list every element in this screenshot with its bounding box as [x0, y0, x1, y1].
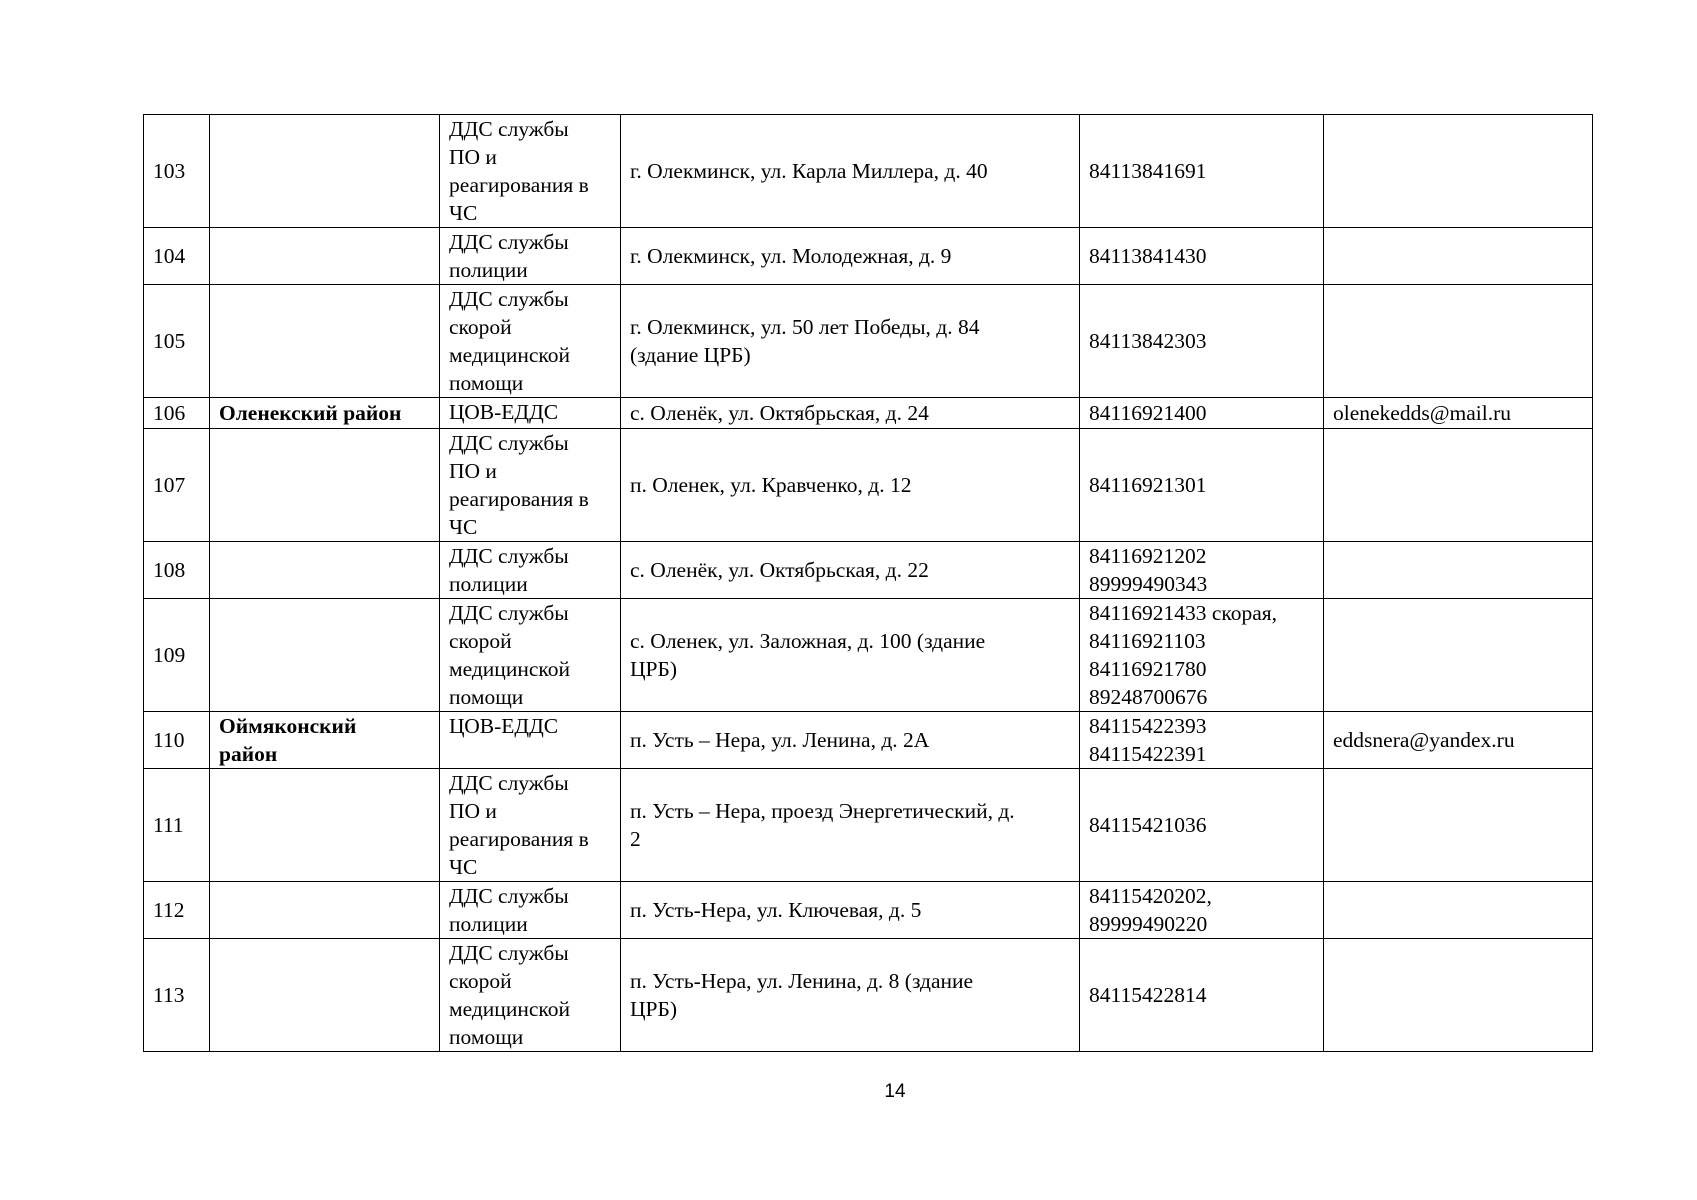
service-cell: ДДС службы ПО и реагирования в ЧС — [440, 115, 621, 228]
table-row — [144, 285, 1593, 398]
row-number-cell: 108 — [144, 542, 210, 599]
service-cell: ДДС службы скорой медицинской помощи — [440, 939, 621, 1052]
phone-cell: 84116921301 — [1080, 429, 1324, 542]
emergency-services-table — [143, 114, 1593, 1052]
address-cell: с. Оленек, ул. Заложная, д. 100 (здание ЦРБ) — [621, 599, 1080, 712]
row-number-cell: 112 — [144, 882, 210, 939]
row-number-cell: 109 — [144, 599, 210, 712]
district-cell — [210, 939, 440, 1052]
row-number-cell: 111 — [144, 769, 210, 882]
page-number: 14 — [884, 1081, 906, 1102]
row-number-cell: 104 — [144, 228, 210, 285]
table-row — [144, 398, 1593, 429]
phone-cell: 84113841430 — [1080, 228, 1324, 285]
address-cell: п. Усть-Нера, ул. Ленина, д. 8 (здание ЦРБ) — [621, 939, 1080, 1052]
phone-cell: 84115420202, 89999490220 — [1080, 882, 1324, 939]
table-row — [144, 228, 1593, 285]
address-cell: г. Олекминск, ул. Карла Миллера, д. 40 — [621, 115, 1080, 228]
phone-cell: 84115422393 84115422391 — [1080, 712, 1324, 769]
table-row — [144, 599, 1593, 712]
service-cell: ДДС службы ПО и реагирования в ЧС — [440, 769, 621, 882]
district-cell: Оленекский район — [210, 398, 440, 429]
email-cell — [1324, 115, 1593, 228]
phone-cell: 84116921202 89999490343 — [1080, 542, 1324, 599]
district-cell — [210, 285, 440, 398]
district-cell — [210, 599, 440, 712]
row-number-cell: 103 — [144, 115, 210, 228]
row-number-cell: 105 — [144, 285, 210, 398]
district-cell: Оймяконский район — [210, 712, 440, 769]
address-cell: г. Олекминск, ул. 50 лет Победы, д. 84 (здание ЦРБ) — [621, 285, 1080, 398]
email-cell — [1324, 769, 1593, 882]
table-body — [144, 115, 1593, 1052]
phone-cell: 84116921433 скорая, 84116921103 84116921780 89248700676 — [1080, 599, 1324, 712]
address-cell: п. Усть-Нера, ул. Ключевая, д. 5 — [621, 882, 1080, 939]
phone-cell: 84115422814 — [1080, 939, 1324, 1052]
table-row — [144, 882, 1593, 939]
email-cell — [1324, 939, 1593, 1052]
service-cell: ДДС службы скорой медицинской помощи — [440, 285, 621, 398]
district-cell — [210, 542, 440, 599]
table-row — [144, 769, 1593, 882]
address-cell: г. Олекминск, ул. Молодежная, д. 9 — [621, 228, 1080, 285]
service-cell: ДДС службы полиции — [440, 542, 621, 599]
email-cell — [1324, 542, 1593, 599]
service-cell: ДДС службы полиции — [440, 228, 621, 285]
email-cell — [1324, 285, 1593, 398]
row-number-cell: 113 — [144, 939, 210, 1052]
table-row — [144, 115, 1593, 228]
email-cell — [1324, 599, 1593, 712]
district-cell — [210, 882, 440, 939]
phone-cell: 84115421036 — [1080, 769, 1324, 882]
service-cell: ДДС службы полиции — [440, 882, 621, 939]
email-cell: eddsnera@yandex.ru — [1324, 712, 1593, 769]
district-cell — [210, 429, 440, 542]
row-number-cell: 106 — [144, 398, 210, 429]
address-cell: с. Оленёк, ул. Октябрьская, д. 22 — [621, 542, 1080, 599]
service-cell: ДДС службы ПО и реагирования в ЧС — [440, 429, 621, 542]
service-cell: ЦОВ-ЕДДС — [440, 712, 621, 769]
email-cell: olenekedds@mail.ru — [1324, 398, 1593, 429]
service-cell: ДДС службы скорой медицинской помощи — [440, 599, 621, 712]
row-number-cell: 107 — [144, 429, 210, 542]
email-cell — [1324, 429, 1593, 542]
address-cell: с. Оленёк, ул. Октябрьская, д. 24 — [621, 398, 1080, 429]
service-cell: ЦОВ-ЕДДС — [440, 398, 621, 429]
district-cell — [210, 115, 440, 228]
table-row — [144, 712, 1593, 769]
district-cell — [210, 769, 440, 882]
table-row — [144, 542, 1593, 599]
table-row — [144, 429, 1593, 542]
district-cell — [210, 228, 440, 285]
address-cell: п. Оленек, ул. Кравченко, д. 12 — [621, 429, 1080, 542]
table-row — [144, 939, 1593, 1052]
phone-cell: 84113841691 — [1080, 115, 1324, 228]
address-cell: п. Усть – Нера, ул. Ленина, д. 2А — [621, 712, 1080, 769]
phone-cell: 84116921400 — [1080, 398, 1324, 429]
email-cell — [1324, 882, 1593, 939]
row-number-cell: 110 — [144, 712, 210, 769]
phone-cell: 84113842303 — [1080, 285, 1324, 398]
address-cell: п. Усть – Нера, проезд Энергетический, д. 2 — [621, 769, 1080, 882]
email-cell — [1324, 228, 1593, 285]
